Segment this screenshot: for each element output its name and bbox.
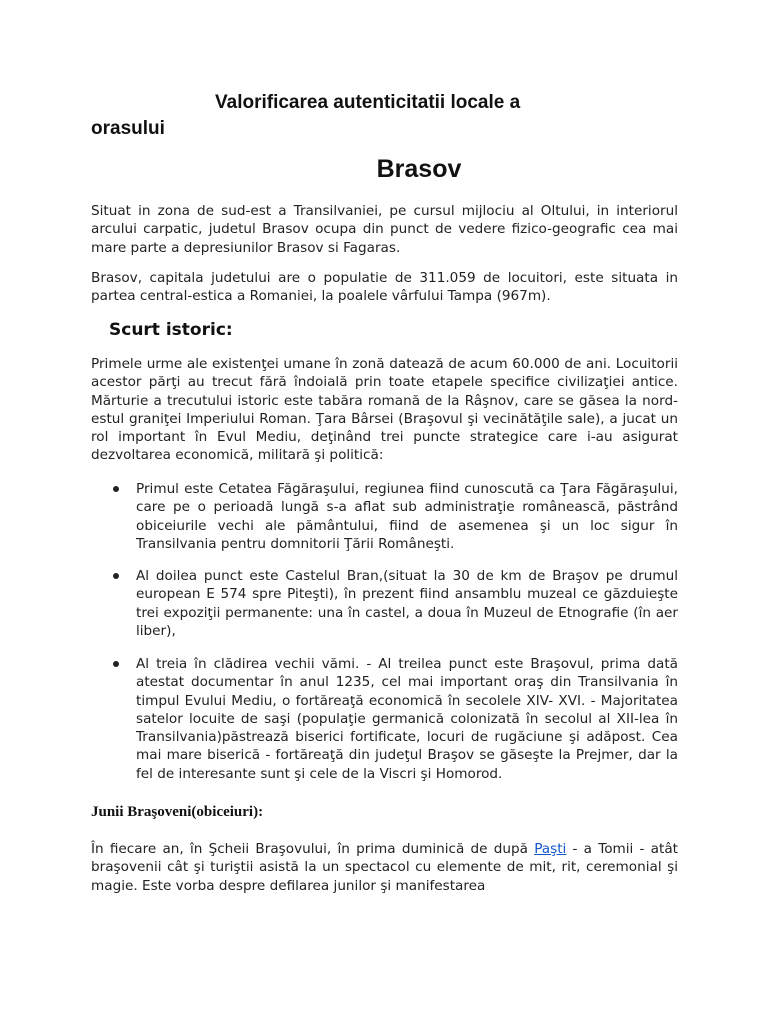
intro-paragraph-location: Situat in zona de sud-est a Transilvaniei, pe cursul mijlociu al Oltului, in interiorul arcului carpatic, judetul Brasov ocupa din punct de vedere fizico-geografic cea mai mare parte a depresiunilor Brasov si Fagaras. — [91, 203, 678, 256]
list-item — [91, 655, 678, 783]
istoric-paragraph: Primele urme ale existenţei umane în zonă datează de acum 60.000 de ani. Locuitorii acestor părţi au trecut fără îndoială prin toate etapele specifice civilizaţiei antice. Mărturie a trecutului istoric este tabăra romană de la Râşnov, care se găsea la nord-estul graniţei Imperiului Roman. Ţara Bârsei (Braşovul şi vecinătăţile sale), a jucat un rol important în Evul Mediu, deţinând trei puncte strategice care i-au asigurat dezvoltarea economică, militară şi politică: — [91, 356, 678, 464]
list-item — [91, 567, 678, 640]
bullet-icon — [113, 661, 119, 667]
bullet-list — [91, 480, 678, 553]
intro-paragraph-population: Brasov, capitala judetului are o populatie de 311.059 de locuitori, este situata in partea central-estica a Romaniei, la poalele vârfului Tampa (967m). — [91, 270, 678, 305]
city-title: Brasov — [376, 155, 462, 183]
section-heading-istoric: Scurt istoric: — [109, 320, 233, 340]
junii-text-start: În fiecare an, în Şcheii Braşovului, în prima duminică de după — [91, 841, 535, 857]
document-title: Valorificarea autenticitatii locale a — [215, 92, 521, 113]
bullet-list — [91, 567, 678, 640]
list-item-text: Primul este Cetatea Făgăraşului, regiunea fiind cunoscută ca Ţara Făgăraşului, care pe o perioadă lungă s-a aflat sub administraţie românească, păstrând obiceiurile vechi ale pământului, fiind de asemenea şi un loc sigur în Transilvania pentru domnitorii Ţării Româneşti. — [136, 481, 678, 552]
junii-text-end: - a Tomii - atât braşovenii cât şi turiştii asistă la un spectacol cu elemente de mit, rit, ceremonial şi magie. Este vorba despre defilarea junilor şi manifestarea — [91, 841, 679, 894]
pasti-link[interactable]: Paşti — [534, 841, 567, 857]
list-item — [91, 480, 678, 553]
bullet-list — [91, 655, 678, 783]
junii-paragraph — [91, 840, 678, 895]
bullet-icon — [113, 486, 119, 492]
list-item-text: Al treia în clădirea vechii vămi. - Al treilea punct este Braşovul, prima dată atestat documentar în anul 1235, cel mai important oraş din Transilvania în timpul Evului Mediu, o fortăreaţă economică în secolele XIV- XVI. - Majoritatea satelor locuite de saşi (populaţie germanică colonizată în secolul al XII-lea în Transilvania)păstrează biserici fortificate, locuri de rugăciune şi adăpost. Cea mai mare biserică - fortăreaţă din judeţul Braşov se găseşte la Prejmer, dar la fel de interesante sunt şi cele de la Viscri şi Homorod. — [136, 656, 678, 782]
bullet-icon — [113, 573, 119, 579]
list-item-text: Al doilea punct este Castelul Bran,(situat la 30 de km de Braşov pe drumul european E 574 spre Piteşti), în prezent fiind ansamblu muzeal ce găzduieşte trei expoziţii permanente: una în castel, a doua în Muzeul de Etnografie (în aer liber), — [136, 568, 678, 639]
section-heading-junii: Junii Braşoveni(obiceiuri): — [91, 804, 264, 820]
document-title-continued: orasului — [91, 118, 165, 139]
